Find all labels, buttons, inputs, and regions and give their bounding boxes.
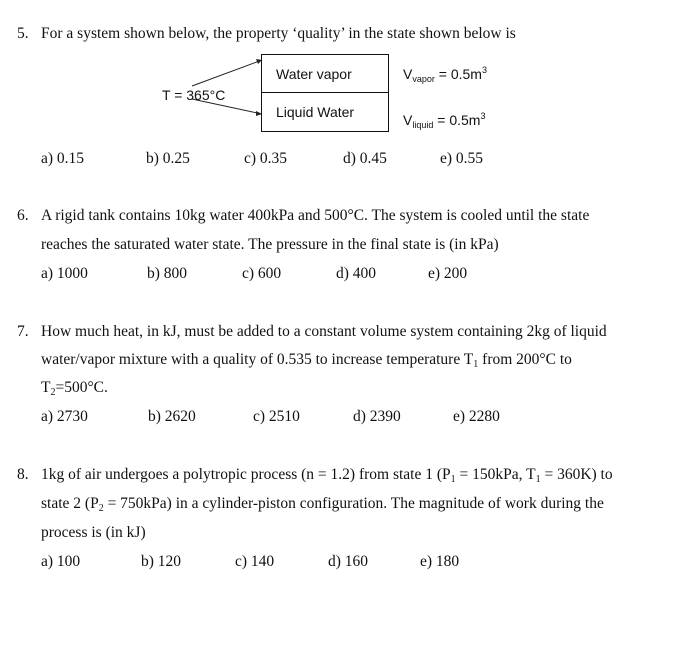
q8-line2: [41, 496, 604, 514]
q7-t2-symbol: T: [41, 379, 51, 396]
q7-line3: [41, 380, 108, 398]
q5-option-d[interactable]: d) 0.45: [343, 150, 387, 167]
q6-line1: A rigid tank contains 10kg water 400kPa and 500°C. The system is cooled until the state: [41, 207, 590, 224]
q8-number: 8.: [17, 466, 29, 483]
q6-line2: reaches the saturated water state. The pressure in the final state is (in kPa): [41, 236, 499, 253]
q5-number: 5.: [17, 25, 29, 42]
q8-option-c[interactable]: c) 140: [235, 553, 275, 570]
q7-line2-rest: from 200°C to: [478, 351, 572, 368]
q7-line1: How much heat, in kJ, must be added to a constant volume system containing 2kg of liquid: [41, 323, 607, 340]
v-vapor-label: [403, 66, 487, 84]
q8-option-a[interactable]: a) 100: [41, 553, 81, 570]
vapor-region: [262, 55, 388, 93]
q8-line1: [41, 467, 613, 485]
q7-line2: [41, 352, 572, 370]
v-liquid-symbol: V: [403, 112, 413, 128]
q7-option-a[interactable]: a) 2730: [41, 408, 88, 425]
v-liquid-subscript: liquid: [412, 120, 434, 130]
q8-p1-subscript: 1: [450, 474, 456, 485]
v-liquid-value: = 0.5m: [433, 112, 481, 128]
liquid-label: Liquid Water: [276, 104, 355, 120]
q7-line2-text: water/vapor mixture with a quality of 0.535 to increase temperature T: [41, 351, 474, 368]
q7-option-b[interactable]: b) 2620: [148, 408, 196, 425]
q8-t1-subscript: 1: [535, 474, 541, 485]
v-vapor-exponent: 3: [481, 65, 487, 75]
q8-line2-rest: = 750kPa) in a cylinder-piston configuration. The magnitude of work during the: [103, 495, 604, 512]
q5-option-e[interactable]: e) 0.55: [440, 150, 484, 167]
q7-number: 7.: [17, 323, 29, 340]
q5-option-c[interactable]: c) 0.35: [244, 150, 288, 167]
q8-option-e[interactable]: e) 180: [420, 553, 460, 570]
q7-t2-value: =500°C.: [55, 379, 108, 396]
q6-option-d[interactable]: d) 400: [336, 265, 377, 282]
q8-line1-mid: = 150kPa, T: [455, 466, 536, 483]
q7-option-d[interactable]: d) 2390: [353, 408, 401, 425]
q6-option-e[interactable]: e) 200: [428, 265, 468, 282]
v-vapor-symbol: V: [403, 66, 413, 82]
q8-line1-end: = 360K) to: [540, 466, 613, 483]
q8-option-d[interactable]: d) 160: [328, 553, 369, 570]
q7-option-e[interactable]: e) 2280: [453, 408, 500, 425]
q7-t2-subscript: 2: [50, 387, 56, 398]
q8-option-b[interactable]: b) 120: [141, 553, 182, 570]
temperature-label: T = 365°C: [162, 87, 226, 103]
q6-number: 6.: [17, 207, 29, 224]
v-vapor-subscript: vapor: [412, 74, 435, 84]
q7-option-c[interactable]: c) 2510: [253, 408, 300, 425]
q5-text: For a system shown below, the property ‘quality’ in the state shown below is: [41, 25, 516, 42]
q6-option-c[interactable]: c) 600: [242, 265, 282, 282]
system-box: [261, 54, 389, 132]
liquid-region: [262, 93, 388, 131]
q5-option-a[interactable]: a) 0.15: [41, 150, 85, 167]
q6-option-b[interactable]: b) 800: [147, 265, 188, 282]
v-liquid-label: [403, 112, 485, 130]
q8-line3: process is (in kJ): [41, 524, 146, 541]
q8-p2-subscript: 2: [98, 503, 104, 514]
q8-line1-text: 1kg of air undergoes a polytropic process (n = 1.2) from state 1 (P: [41, 466, 451, 483]
vapor-label: Water vapor: [276, 65, 352, 82]
v-vapor-value: = 0.5m: [434, 66, 482, 82]
q5-option-b[interactable]: b) 0.25: [146, 150, 190, 167]
v-liquid-exponent: 3: [480, 111, 486, 121]
q7-t1-subscript: 1: [473, 359, 479, 370]
q8-line2-text: state 2 (P: [41, 495, 99, 512]
q6-option-a[interactable]: a) 1000: [41, 265, 88, 282]
